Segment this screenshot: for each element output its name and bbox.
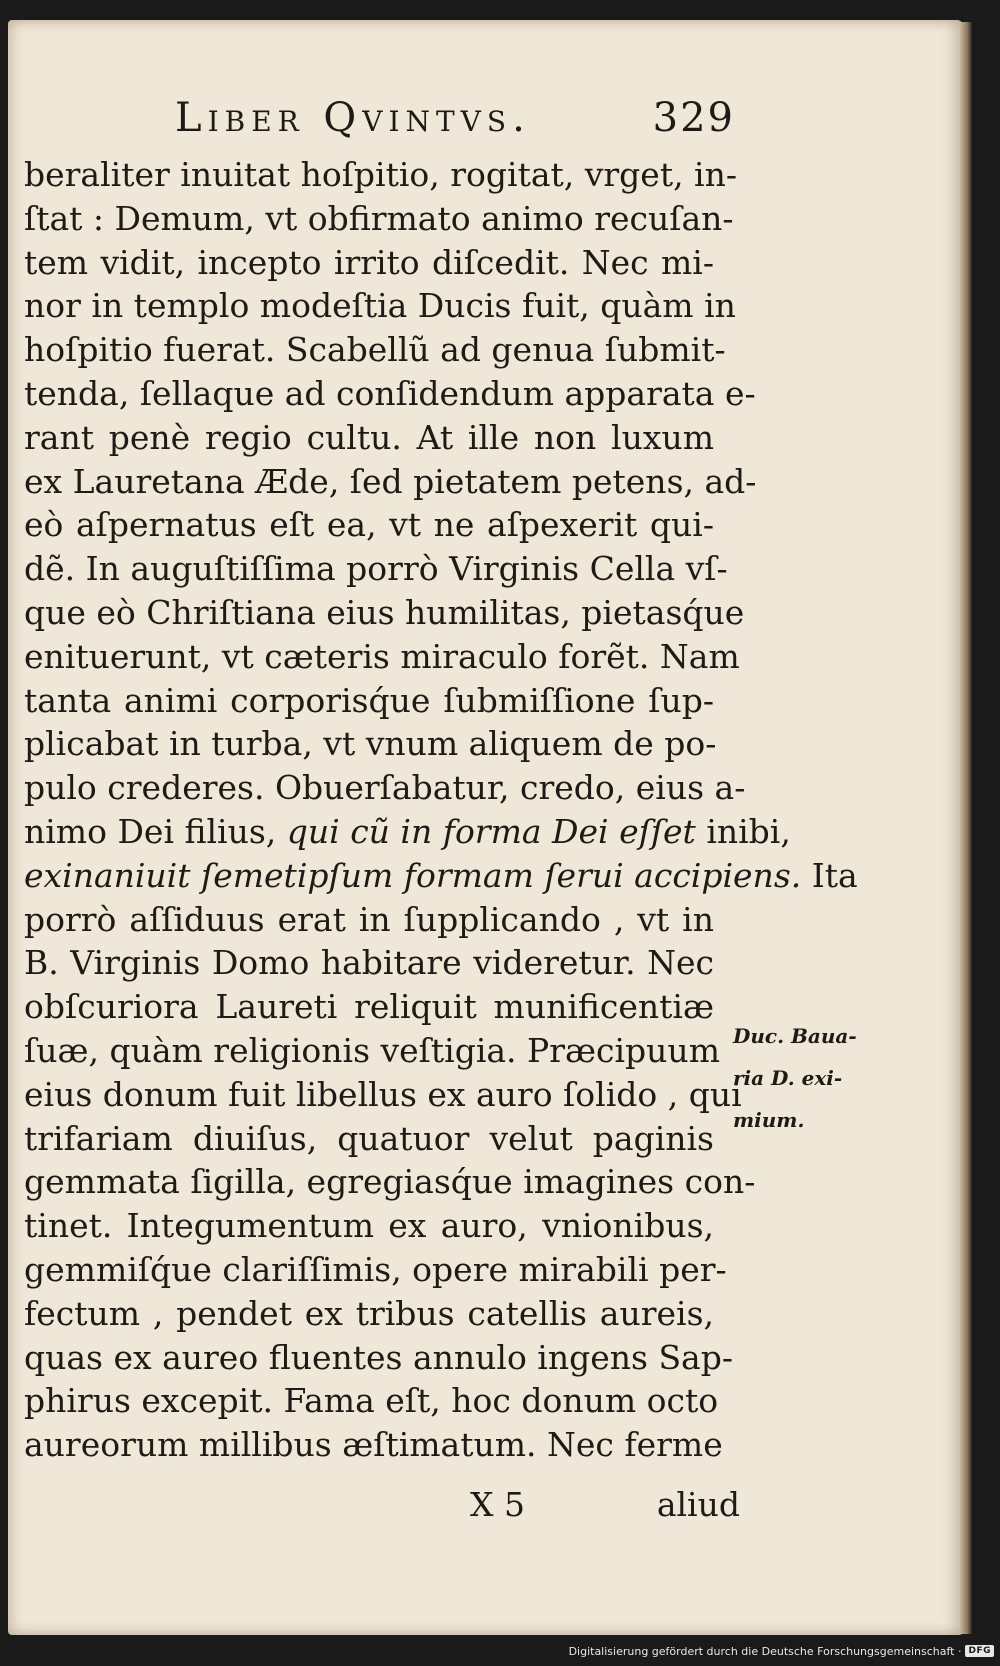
- credit-text: Digitalisierung gefördert durch die Deutsche Forschungsgemeinschaft ·: [568, 1644, 962, 1658]
- dfg-logo: DFG: [965, 1645, 994, 1657]
- text-line: [24, 766, 746, 810]
- text-segment: plicabat in turba, vt vnum aliquem de po-: [24, 724, 717, 764]
- page-footer: [470, 1485, 740, 1529]
- italic-quotation: qui cũ in forma Dei eſſet: [286, 811, 696, 851]
- text-segment: fectum , pendet ex tribus catellis aureis,: [24, 1293, 714, 1333]
- text-line: [24, 941, 714, 985]
- text-segment: tem vidit, incepto irrito diſcedit. Nec mi-: [24, 242, 714, 282]
- text-segment: eius donum fuit libellus ex auro ſolido , qui: [24, 1074, 742, 1114]
- text-line: [24, 1117, 714, 1161]
- text-line: [24, 1029, 720, 1073]
- text-line: [24, 635, 740, 679]
- text-line: [24, 503, 714, 547]
- text-line: [24, 547, 728, 591]
- page-header: [175, 95, 735, 145]
- text-segment: B. Virginis Domo habitare videretur. Nec: [24, 943, 714, 983]
- text-line: [24, 1336, 734, 1380]
- text-segment: quas ex aureo fluentes annulo ingens Sap-: [24, 1337, 734, 1377]
- text-line: [24, 1292, 714, 1336]
- text-segment: rant penè regio cultu. At ille non luxum: [24, 417, 714, 457]
- text-segment: gemmiſq́ue clariſſimis, opere mirabili per-: [24, 1249, 727, 1289]
- text-segment: Ita: [801, 855, 858, 895]
- text-line: [24, 460, 757, 504]
- text-segment: tenda, ſellaque ad conſidendum apparata e-: [24, 373, 756, 413]
- text-segment: nimo Dei filius,: [24, 811, 287, 851]
- text-line: [24, 854, 858, 898]
- text-line: [24, 985, 714, 1029]
- text-segment: porrò aſſiduus erat in ſupplicando , vt in: [24, 899, 714, 939]
- page-number: 329: [652, 95, 735, 141]
- text-segment: ſuæ, quàm religionis veſtigia. Præcipuum: [24, 1030, 720, 1070]
- text-segment: trifariam diuiſus, quatuor velut paginis: [24, 1118, 714, 1158]
- text-segment: hoſpitio fuerat. Scabellũ ad genua ſubmit-: [24, 330, 726, 370]
- running-title: Liber Qvintvs.: [175, 95, 531, 141]
- text-segment: ſtat : Demum, vt obfirmato animo recuſan-: [24, 198, 734, 238]
- text-segment: ex Lauretana Æde, ſed pietatem petens, ad-: [24, 461, 757, 501]
- margin-note-line: mium.: [733, 1108, 805, 1132]
- text-line: [24, 1423, 723, 1467]
- text-line: [24, 1379, 719, 1423]
- text-segment: tanta animi corporisq́ue ſubmiſſione ſup-: [24, 680, 714, 720]
- text-line: [24, 1073, 742, 1117]
- page-edge-shadow: [960, 22, 972, 1634]
- text-line: [24, 1204, 714, 1248]
- margin-note-line: ria D. exi-: [733, 1066, 843, 1090]
- text-segment: phirus excepit. Fama eſt, hoc donum octo: [24, 1381, 719, 1421]
- text-line: [24, 153, 738, 197]
- text-segment: dẽ. In auguſtiſſima porrò Virginis Cella vſ-: [24, 549, 728, 589]
- text-segment: enituerunt, vt cæteris miraculo forẽt. Nam: [24, 636, 740, 676]
- margin-note-line: Duc. Baua-: [733, 1024, 857, 1048]
- text-line: [24, 241, 714, 285]
- text-line: [24, 591, 745, 635]
- text-line: [24, 197, 734, 241]
- text-segment: tinet. Integumentum ex auro, vnionibus,: [24, 1206, 714, 1246]
- text-line: [24, 898, 714, 942]
- text-segment: beraliter inuitat hoſpitio, rogitat, vrget, in-: [24, 155, 738, 194]
- italic-quotation: exinaniuit ſemetipſum formam ſerui accipiens.: [24, 855, 802, 895]
- text-line: [24, 284, 736, 328]
- digitization-credit: [569, 1640, 994, 1662]
- text-line: [24, 1160, 756, 1204]
- text-line: [24, 1248, 727, 1292]
- text-line: [24, 416, 714, 460]
- text-segment: eò aſpernatus eſt ea, vt ne aſpexerit qui-: [24, 505, 714, 545]
- text-line: [24, 328, 726, 372]
- text-segment: que eò Chriſtiana eius humilitas, pietasq́ue: [24, 592, 745, 632]
- text-segment: obſcuriora Laureti reliquit munificentiæ: [24, 987, 714, 1027]
- text-line: [24, 810, 791, 854]
- text-segment: inibi,: [695, 811, 791, 851]
- text-segment: aureorum millibus æſtimatum. Nec ferme: [24, 1425, 723, 1465]
- text-segment: gemmata ſigilla, egregiasq́ue imagines con-: [24, 1162, 756, 1202]
- margin-note: [733, 1015, 893, 1141]
- text-segment: pulo crederes. Obuerſabatur, credo, eius a-: [24, 768, 746, 808]
- catchword: aliud: [656, 1485, 740, 1524]
- signature-mark: X 5: [470, 1485, 525, 1524]
- text-line: [24, 372, 756, 416]
- text-segment: nor in templo modeſtia Ducis fuit, quàm in: [24, 286, 736, 326]
- text-line: [24, 722, 717, 766]
- text-line: [24, 679, 714, 723]
